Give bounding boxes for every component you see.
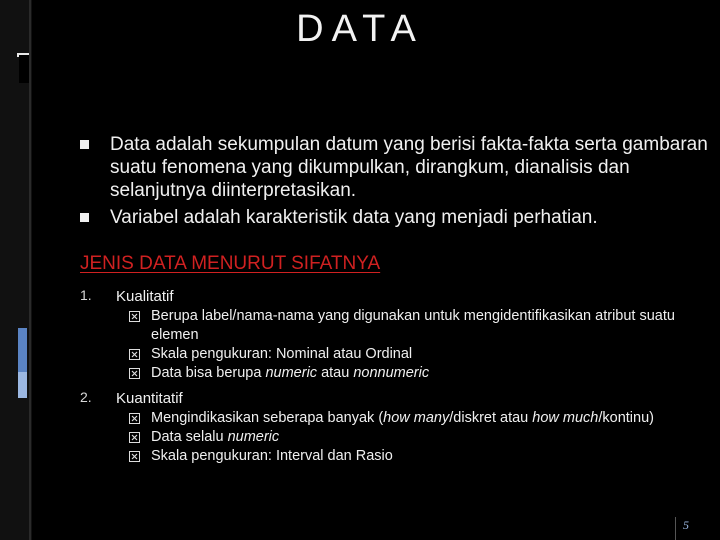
sub-item-italic: numeric [227, 429, 280, 445]
sub-item-italic: nonnumeric [353, 365, 430, 381]
sub-item-text: Data bisa berupa [151, 365, 266, 381]
accent-block-top [19, 55, 29, 83]
sub-item-italic: how many [383, 410, 450, 426]
sub-item [151, 428, 700, 447]
sub-item [151, 345, 700, 364]
square-bullet-icon [80, 140, 89, 149]
item-label: Kualitatif [116, 288, 174, 305]
left-divider-line [29, 0, 31, 540]
item-label: Kuantitatif [116, 390, 183, 407]
bullet-item [88, 133, 708, 202]
sub-item-italic: numeric [265, 365, 318, 381]
boxed-x-bullet-icon [129, 311, 140, 322]
sub-item-text: /diskret atau [449, 410, 533, 426]
sub-item-text: Mengindikasikan seberapa banyak ( [151, 410, 384, 426]
list-item-kuantitatif [80, 389, 700, 466]
boxed-x-bullet-icon [129, 413, 140, 424]
bullet-text: Data adalah sekumpulan datum yang berisi fakta-fakta serta gambaran suatu fenomena yang dikumpulkan, dirangkum, dianalisis dan selanjutnya diinterpretasikan. [110, 134, 708, 201]
sub-item-text: /kontinu) [598, 410, 654, 426]
sub-item-italic: how much [532, 410, 599, 426]
square-bullet-icon [80, 213, 89, 222]
section-heading: JENIS DATA MENURUT SIFATNYA [80, 253, 381, 274]
sub-item-text: Data selalu [151, 429, 228, 445]
boxed-x-bullet-icon [129, 368, 140, 379]
slide-title: DATA [296, 8, 424, 50]
sub-item-text: atau [317, 365, 354, 381]
definition-bullets [88, 133, 708, 233]
item-number: 2. [80, 389, 92, 405]
accent-bar-blue-dark [18, 328, 27, 372]
boxed-x-bullet-icon [129, 451, 140, 462]
sub-item-text: Skala pengukuran: Nominal atau Ordinal [151, 346, 413, 362]
bullet-item [88, 206, 708, 229]
boxed-x-bullet-icon [129, 349, 140, 360]
accent-bar-blue-light [18, 372, 27, 398]
page-number: 5 [683, 518, 689, 532]
sub-item [151, 447, 700, 466]
sub-item [151, 307, 700, 345]
bullet-text: Variabel adalah karakteristik data yang menjadi perhatian. [110, 207, 598, 228]
page-number-divider [675, 517, 676, 540]
data-types-list [80, 287, 700, 466]
item-number: 1. [80, 287, 92, 303]
sub-item-text: Berupa label/nama-nama yang digunakan untuk mengidentifikasikan atribut suatu elemen [151, 308, 675, 343]
sub-item-text: Skala pengukuran: Interval dan Rasio [151, 448, 393, 464]
sub-item [151, 409, 700, 428]
sub-item [151, 364, 700, 383]
boxed-x-bullet-icon [129, 432, 140, 443]
list-item-kualitatif [80, 287, 700, 383]
